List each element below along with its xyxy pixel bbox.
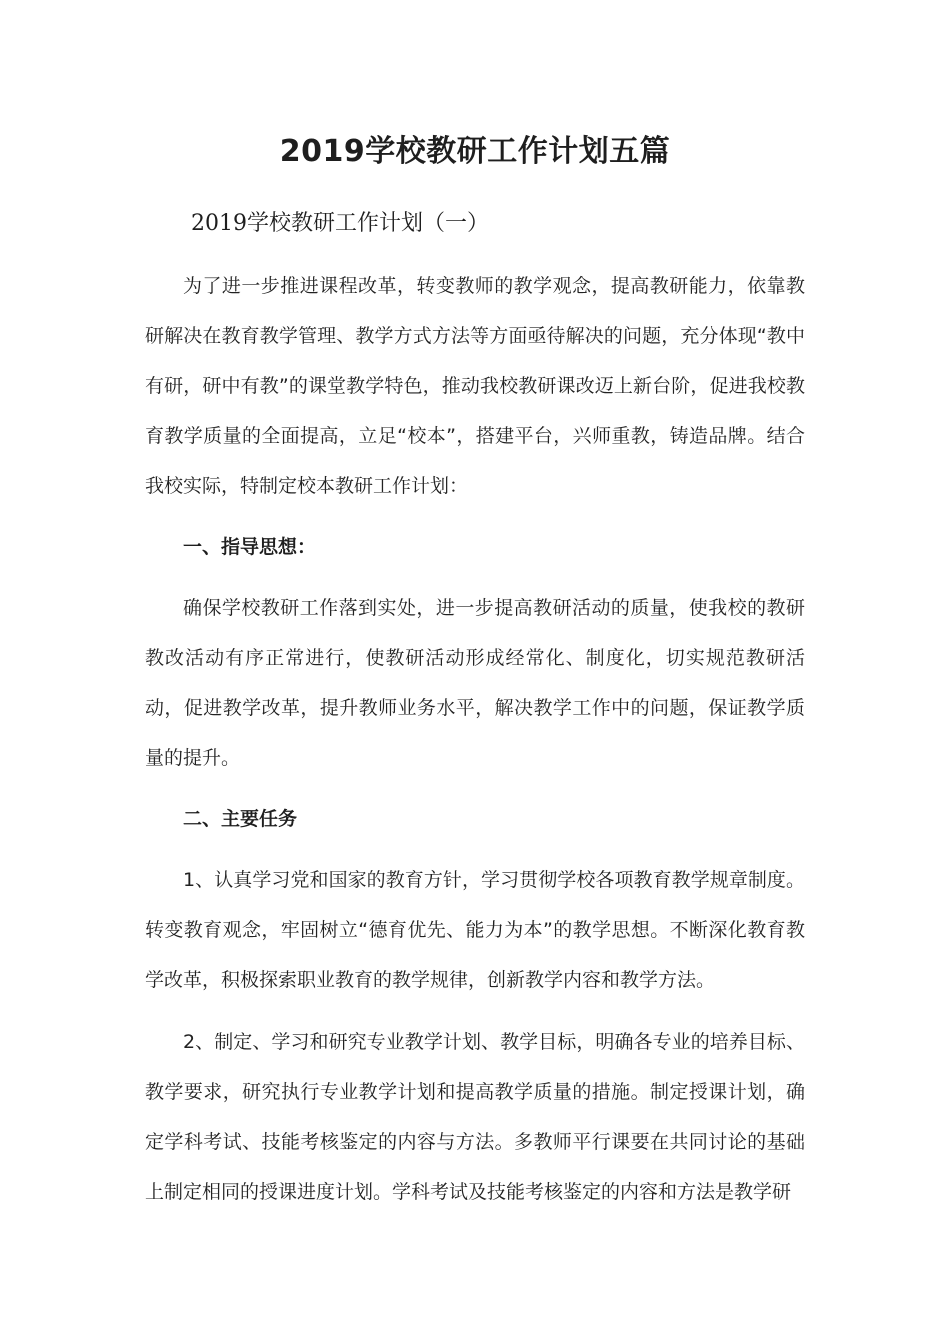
document-title: 2019学校教研工作计划五篇 xyxy=(279,134,671,169)
document-subtitle: 2019学校教研工作计划（一） xyxy=(191,211,489,236)
task-2-paragraph: 2、制定、学习和研究专业教学计划、教学目标，明确各专业的培养目标、教学要求，研究执行专业教学计划和提高教学质量的措施。制定授课计划，确定学科考试、技能考核鉴定的内容与方法。多教师平行课要在共同讨论的基础上制定相同的授课进度计划。学科考试及技能考核鉴定的内容和方法是教学研 xyxy=(145,1031,805,1203)
task-1-paragraph: 1、认真学习党和国家的教育方针，学习贯彻学校各项教育教学规章制度。转变教育观念，牢固树立“德育优先、能力为本”的教学思想。不断深化教育教学改革，积极探索职业教育的教学规律，创新教学内容和教学方法。 xyxy=(145,869,805,991)
section-heading-guiding-thought: 一、指导思想： xyxy=(183,536,317,558)
section-heading-main-tasks: 二、主要任务 xyxy=(183,808,298,830)
intro-paragraph: 为了进一步推进课程改革，转变教师的教学观念，提高教研能力，依靠教研解决在教育教学管理、教学方式方法等方面亟待解决的问题，充分体现“教中有研，研中有教”的课堂教学特色，推动我校教研课改迈上新台阶，促进我校教育教学质量的全面提高，立足“校本”，搭建平台，兴师重教，铸造品牌。结合我校实际，特制定校本教研工作计划： xyxy=(145,275,805,497)
guiding-thought-paragraph: 确保学校教研工作落到实处，进一步提高教研活动的质量，使我校的教研教改活动有序正常进行，使教研活动形成经常化、制度化，切实规范教研活动，促进教学改革，提升教师业务水平，解决教学工作中的问题，保证教学质量的提升。 xyxy=(145,597,805,769)
